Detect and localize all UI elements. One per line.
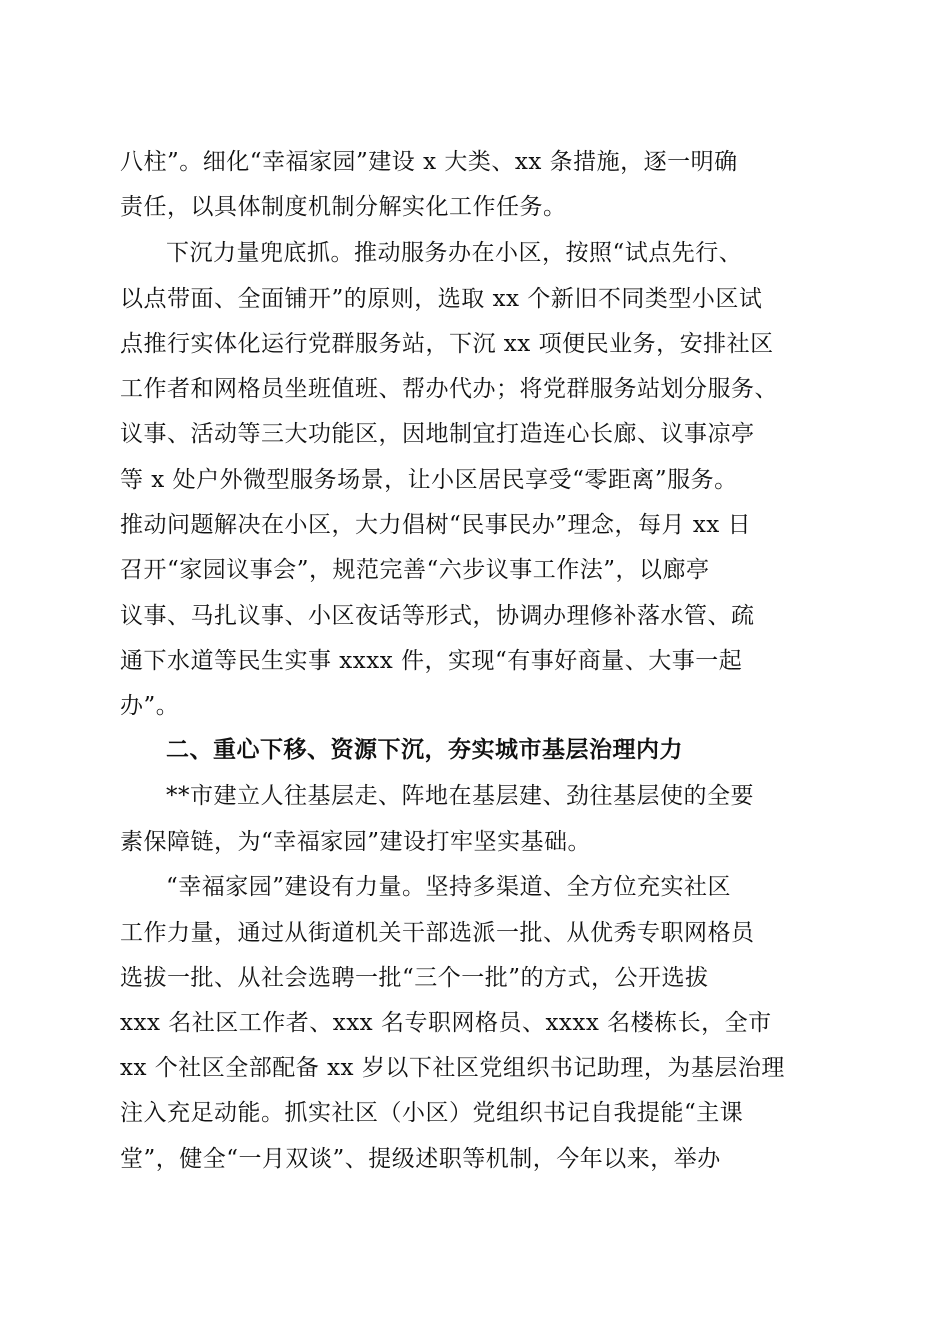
text-line: 点推行实体化运行党群服务站，下沉 xx 项便民业务，安排社区 [120,331,774,357]
text-line: 选拔一批、从社会选聘一批“三个一批”的方式，公开选拔 [120,965,709,991]
text-line: 办”。 [120,693,180,719]
paragraph-start-line: 下沉力量兜底抓。推动服务办在小区，按照“试点先行、 [166,240,743,266]
text-line: 推动问题解决在小区，大力倡树“民事民办”理念，每月 xx 日 [120,512,752,538]
text-line: 责任，以具体制度机制分解实化工作任务。 [120,194,567,220]
text-line: 以点带面、全面铺开”的原则，选取 xx 个新旧不同类型小区试 [120,286,763,312]
text-line: 议事、马扎议事、小区夜话等形式，协调办理修补落水管、疏 [120,603,755,629]
text-line: 素保障链，为“幸福家园”建设打牢坚实基础。 [120,829,592,855]
section-heading: 二、重心下移、资源下沉，夯实城市基层治理内力 [166,737,683,763]
text-line: xxx 名社区工作者、xxx 名专职网格员、xxxx 名楼栋长，全市 [120,1010,772,1036]
paragraph-start-line: “幸福家园”建设有力量。坚持多渠道、全方位充实社区 [166,874,732,900]
text-line: 八柱”。细化“幸福家园”建设 x 大类、xx 条措施，逐一明确 [120,149,738,175]
text-line: 工作力量，通过从街道机关干部选派一批、从优秀专职网格员 [120,920,755,946]
text-line: 通下水道等民生实事 xxxx 件，实现“有事好商量、大事一起 [120,648,743,674]
text-line: 工作者和网格员坐班值班、帮办代办；将党群服务站划分服务、 [120,376,778,402]
text-line: xx 个社区全部配备 xx 岁以下社区党组织书记助理，为基层治理 [120,1055,785,1081]
text-line: 堂”，健全“一月双谈”、提级述职等机制，今年以来，举办 [120,1146,721,1172]
text-line: 注入充足动能。抓实社区（小区）党组织书记自我提能“主课 [120,1100,744,1126]
paragraph-start-line: **市建立人往基层走、阵地在基层建、劲往基层使的全要 [166,783,754,809]
text-line: 召开“家园议事会”，规范完善“六步议事工作法”，以廊亭 [120,557,710,583]
text-line: 等 x 处户外微型服务场景，让小区居民享受“零距离”服务。 [120,467,738,493]
text-line: 议事、活动等三大功能区，因地制宜打造连心长廊、议事凉亭 [120,421,755,447]
